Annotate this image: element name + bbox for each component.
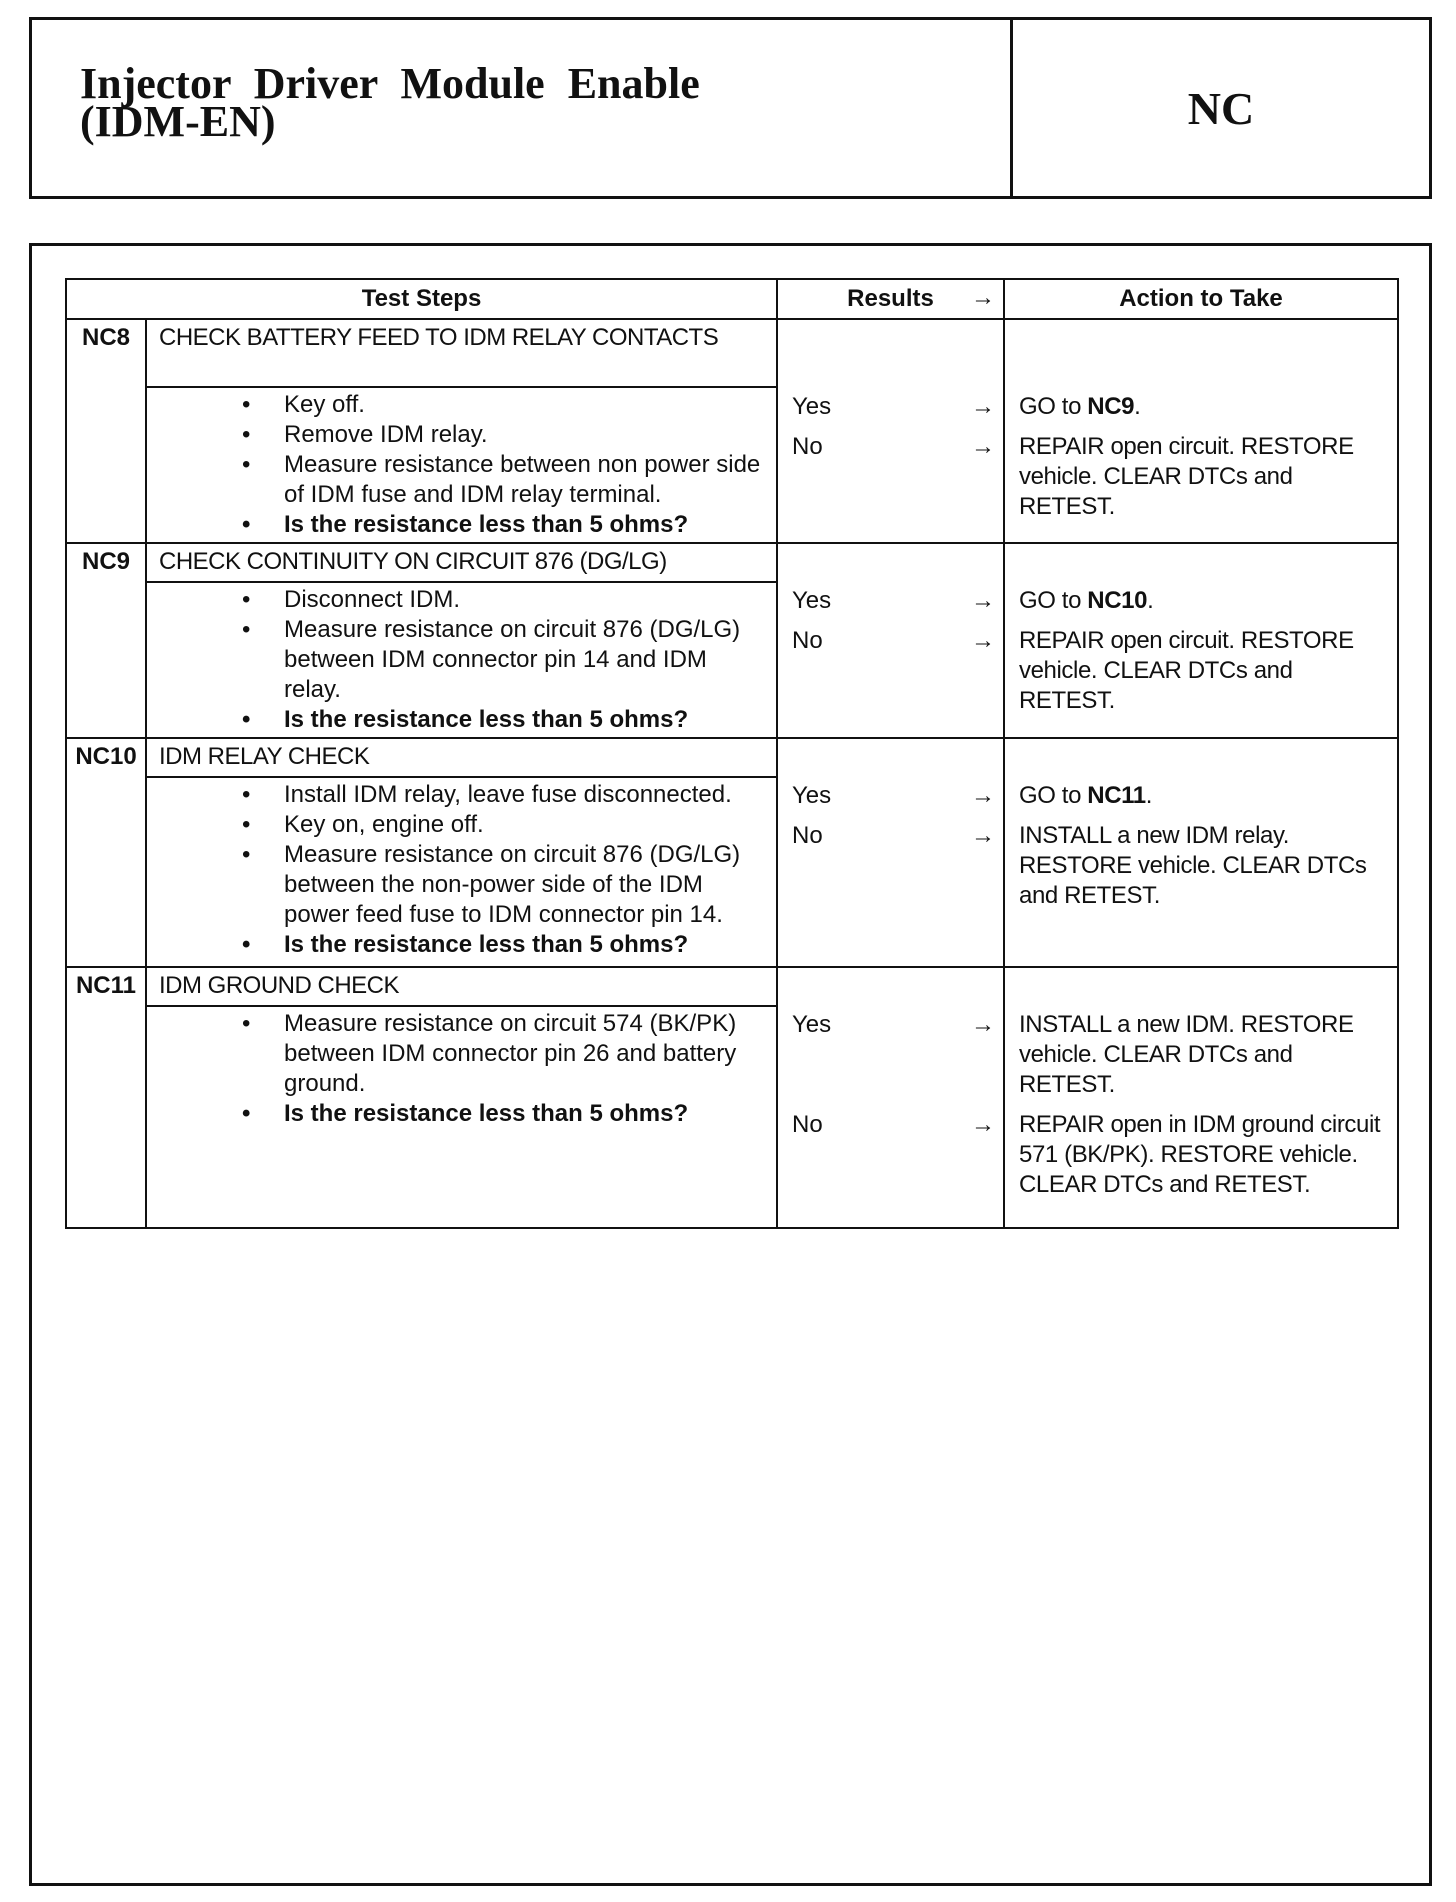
bullet-icon: • — [242, 931, 251, 958]
question-text: Is the resistance less than 5 ohms? — [284, 1100, 689, 1127]
test-steps-table — [65, 278, 1399, 1229]
action-text: GO to — [1019, 587, 1088, 614]
section-code: NC — [1187, 82, 1255, 134]
result-yes — [792, 586, 995, 616]
action-text: REPAIR open circuit. RESTORE vehicle. CLEAR DTCs and RETEST. — [1019, 433, 1354, 520]
action-yes — [1019, 392, 1393, 422]
bullet-icon: • — [242, 1010, 251, 1037]
result-label: No — [792, 822, 823, 849]
bullet-text: Measure resistance on circuit 876 (DG/LG) between IDM connector pin 14 and IDM relay. — [284, 616, 741, 703]
bullet-text: Key off. — [284, 391, 365, 418]
action-goto-step: NC9 — [1087, 393, 1135, 420]
column-header-results-label: Results — [847, 285, 934, 312]
steps-body — [66, 319, 1398, 1228]
action-cell — [1004, 738, 1398, 967]
action-no — [1019, 821, 1393, 911]
result-label: No — [792, 1111, 823, 1138]
step-bullet-list — [147, 780, 768, 960]
arrow-right-icon: → — [971, 393, 995, 420]
action-text: INSTALL a new IDM relay. RESTORE vehicle. CLEAR DTCs and RETEST. — [1019, 822, 1367, 909]
action-goto-step: NC10 — [1087, 587, 1148, 614]
result-no — [792, 821, 995, 851]
bullet-item — [147, 585, 768, 615]
bullet-text: Install IDM relay, leave fuse disconnected. — [284, 781, 732, 808]
action-goto-step: NC11 — [1087, 782, 1146, 809]
bullet-text: Measure resistance between non power side of IDM fuse and IDM relay terminal. — [284, 451, 761, 508]
result-no — [792, 432, 995, 462]
step-title: IDM GROUND CHECK — [146, 967, 777, 1006]
action-suffix: . — [1145, 782, 1153, 809]
action-text: GO to — [1019, 782, 1088, 809]
page-title — [80, 59, 1010, 146]
bullet-item — [147, 615, 768, 705]
bullet-item — [147, 1009, 768, 1099]
result-yes — [792, 781, 995, 811]
bullet-item — [147, 450, 768, 510]
bullet-icon: • — [242, 811, 251, 838]
page-title-line-1: Injector Driver Module Enable — [80, 59, 700, 108]
step-question — [147, 705, 768, 735]
step-title-row — [66, 543, 1398, 582]
step-instructions — [146, 582, 777, 738]
action-suffix: . — [1134, 393, 1141, 420]
result-yes — [792, 1010, 995, 1040]
bullet-icon: • — [242, 706, 251, 733]
arrow-right-icon: → — [971, 627, 995, 654]
arrow-right-icon: → — [971, 1011, 995, 1038]
column-header-test-steps: Test Steps — [66, 279, 777, 319]
action-text: GO to — [1019, 393, 1088, 420]
column-header-results — [777, 279, 1004, 319]
results-cell — [777, 738, 1004, 967]
result-label: Yes — [792, 782, 832, 809]
action-no — [1019, 626, 1393, 716]
bullet-text: Measure resistance on circuit 574 (BK/PK) between IDM connector pin 26 and battery ground. — [284, 1010, 737, 1097]
step-instructions — [146, 777, 777, 967]
step-title-row — [66, 967, 1398, 1006]
action-cell — [1004, 967, 1398, 1228]
result-label: Yes — [792, 1011, 832, 1038]
arrow-right-icon: → — [971, 822, 995, 849]
step-question — [147, 510, 768, 540]
result-label: Yes — [792, 393, 832, 420]
step-code: NC8 — [66, 319, 146, 543]
step-question — [147, 930, 768, 960]
arrow-right-icon: → — [971, 284, 995, 311]
content-frame — [29, 243, 1432, 1886]
action-yes — [1019, 1010, 1393, 1100]
arrow-right-icon: → — [971, 1111, 995, 1138]
table-header-row — [66, 279, 1398, 319]
question-text: Is the resistance less than 5 ohms? — [284, 511, 689, 538]
action-text: INSTALL a new IDM. RESTORE vehicle. CLEAR DTCs and RETEST. — [1019, 1011, 1354, 1098]
step-title-row — [66, 319, 1398, 387]
bullet-item — [147, 420, 768, 450]
page-header — [29, 17, 1432, 199]
bullet-icon: • — [242, 511, 251, 538]
action-cell — [1004, 319, 1398, 543]
bullet-text: Key on, engine off. — [284, 811, 484, 838]
bullet-text: Measure resistance on circuit 876 (DG/LG) between the non-power side of the IDM power feed fuse to IDM connector pin 14. — [284, 841, 741, 928]
bullet-icon: • — [242, 421, 251, 448]
column-header-action: Action to Take — [1004, 279, 1398, 319]
question-text: Is the resistance less than 5 ohms? — [284, 931, 689, 958]
step-code: NC10 — [66, 738, 146, 967]
action-suffix: . — [1147, 587, 1154, 614]
header-title-cell — [32, 20, 1013, 196]
step-code: NC11 — [66, 967, 146, 1228]
arrow-right-icon: → — [971, 433, 995, 460]
action-no — [1019, 1110, 1393, 1200]
step-bullet-list — [147, 1009, 768, 1129]
step-instructions — [146, 387, 777, 543]
arrow-right-icon: → — [971, 587, 995, 614]
step-title-row — [66, 738, 1398, 777]
result-label: No — [792, 433, 823, 460]
bullet-icon: • — [242, 616, 251, 643]
step-title: IDM RELAY CHECK — [146, 738, 777, 777]
action-cell — [1004, 543, 1398, 738]
bullet-item — [147, 780, 768, 810]
result-no — [792, 1110, 995, 1140]
arrow-right-icon: → — [971, 782, 995, 809]
bullet-text: Remove IDM relay. — [284, 421, 488, 448]
step-question — [147, 1099, 768, 1129]
bullet-icon: • — [242, 391, 251, 418]
bullet-icon: • — [242, 781, 251, 808]
bullet-icon: • — [242, 586, 251, 613]
step-instructions — [146, 1006, 777, 1228]
action-no — [1019, 432, 1393, 522]
bullet-icon: • — [242, 451, 251, 478]
bullet-item — [147, 840, 768, 930]
step-code: NC9 — [66, 543, 146, 738]
results-cell — [777, 543, 1004, 738]
header-code-cell — [1013, 20, 1429, 196]
question-text: Is the resistance less than 5 ohms? — [284, 706, 689, 733]
bullet-icon: • — [242, 841, 251, 868]
bullet-icon: • — [242, 1100, 251, 1127]
action-yes — [1019, 781, 1393, 811]
result-label: No — [792, 627, 823, 654]
bullet-text: Disconnect IDM. — [284, 586, 461, 613]
step-bullet-list — [147, 390, 768, 540]
step-title: CHECK BATTERY FEED TO IDM RELAY CONTACTS — [146, 319, 777, 387]
step-title: CHECK CONTINUITY ON CIRCUIT 876 (DG/LG) — [146, 543, 777, 582]
result-no — [792, 626, 995, 656]
results-cell — [777, 319, 1004, 543]
bullet-item — [147, 390, 768, 420]
result-yes — [792, 392, 995, 422]
page-title-line-2: (IDM-EN) — [80, 97, 276, 146]
action-text: REPAIR open in IDM ground circuit 571 (BK/PK). RESTORE vehicle. CLEAR DTCs and RETEST. — [1019, 1111, 1381, 1198]
action-yes — [1019, 586, 1393, 616]
result-label: Yes — [792, 587, 832, 614]
action-text: REPAIR open circuit. RESTORE vehicle. CLEAR DTCs and RETEST. — [1019, 627, 1354, 714]
step-bullet-list — [147, 585, 768, 735]
bullet-item — [147, 810, 768, 840]
results-cell — [777, 967, 1004, 1228]
